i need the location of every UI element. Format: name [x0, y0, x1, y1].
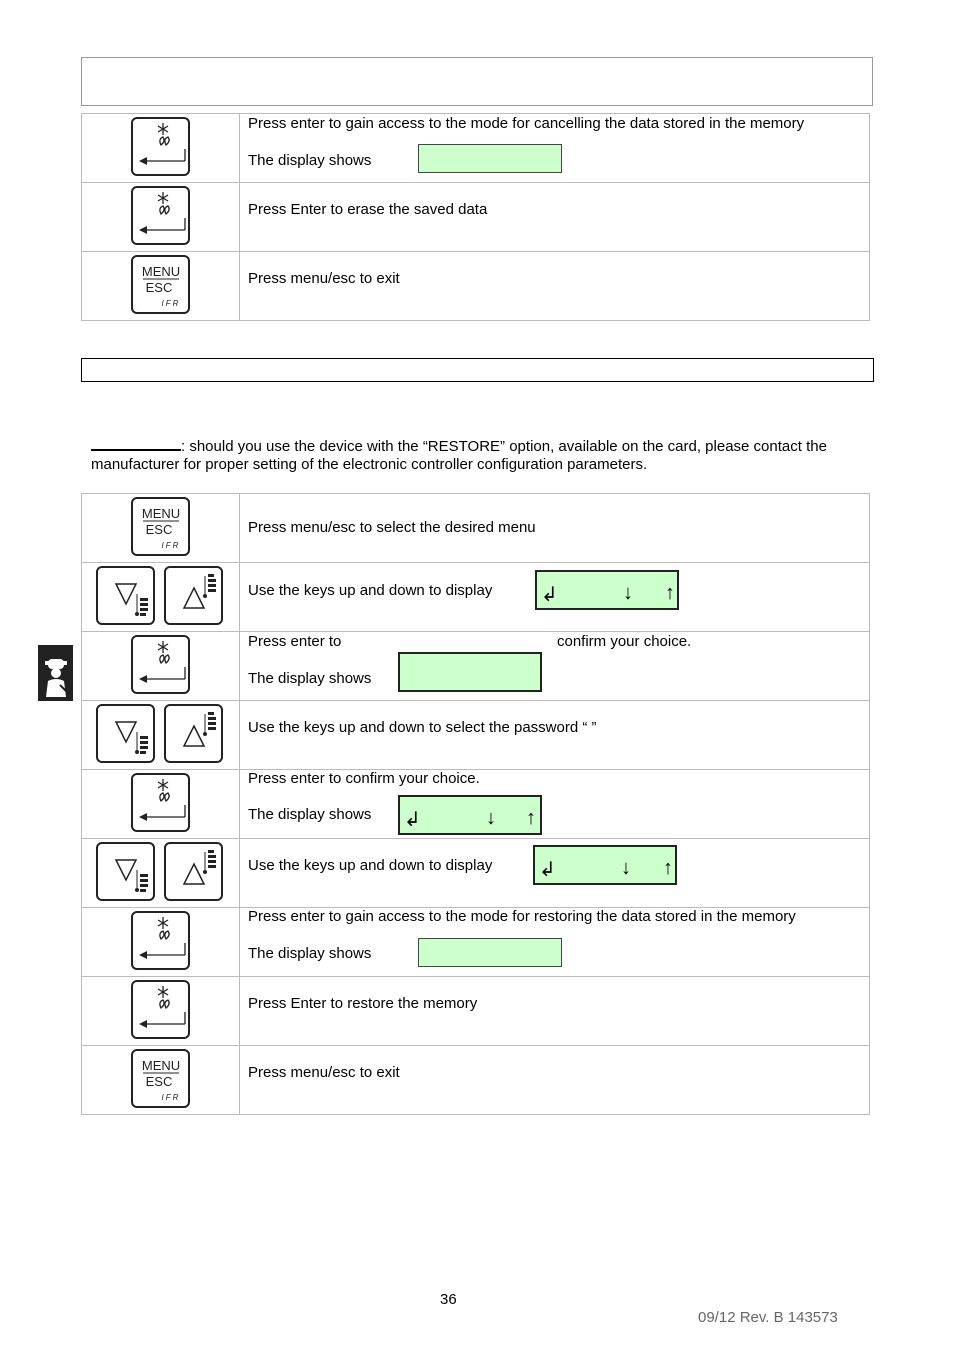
table-row	[82, 839, 870, 908]
menu-esc-key-icon	[131, 255, 190, 314]
lcd-enter-symbol: ↲	[539, 859, 556, 881]
enter-key-icon	[131, 773, 190, 832]
step-text: Use the keys up and down to display	[248, 857, 493, 874]
page-number: 36	[440, 1291, 457, 1308]
svg-text:IFR: IFR	[161, 1093, 181, 1102]
header-box	[81, 57, 873, 106]
step-subtext: The display shows	[248, 945, 372, 962]
restore-steps-table	[81, 493, 870, 1115]
svg-text:MENU: MENU	[141, 1058, 181, 1073]
table-row	[82, 977, 870, 1046]
technician-icon	[38, 645, 73, 701]
step-text: Press enter to	[248, 633, 342, 650]
step-text: Press enter to confirm your choice.	[248, 770, 480, 787]
svg-text:ESC: ESC	[145, 280, 173, 295]
step-subtext: The display shows	[248, 806, 372, 823]
lcd-down-arrow: ↓	[621, 857, 631, 879]
step-subtext: The display shows	[248, 152, 372, 169]
menu-esc-key-icon	[131, 497, 190, 556]
restore-note	[91, 437, 861, 474]
lcd-display	[398, 652, 542, 692]
down-key-icon	[96, 566, 155, 625]
down-key-icon	[96, 704, 155, 763]
step-text: Use the keys up and down to select the password “ ”	[248, 719, 597, 736]
svg-text:IFR: IFR	[161, 541, 181, 550]
lcd-enter-symbol: ↲	[404, 809, 421, 831]
lcd-display	[418, 938, 562, 967]
footer-revision: 09/12 Rev. B 143573	[698, 1309, 838, 1326]
step-subtext: The display shows	[248, 670, 372, 687]
lcd-up-arrow: ↑	[665, 582, 675, 604]
table-row	[82, 494, 870, 563]
step-text: Use the keys up and down to display	[248, 582, 493, 599]
enter-key-icon	[131, 117, 190, 176]
down-key-icon	[96, 842, 155, 901]
lcd-enter-symbol: ↲	[541, 584, 558, 606]
lcd-display	[533, 845, 677, 885]
note-label-blank	[91, 437, 181, 451]
step-text: Press enter to gain access to the mode for restoring the data stored in the memory	[248, 908, 796, 925]
step-text: Press menu/esc to select the desired menu	[248, 519, 536, 536]
step-text-right: confirm your choice.	[557, 633, 692, 650]
note-text: : should you use the device with the “RESTORE” option, available on the card, please contact the manufacturer for proper setting of the electronic controller configuration parameters.	[91, 438, 827, 473]
table-row	[82, 770, 870, 839]
up-key-icon	[164, 704, 223, 763]
svg-text:MENU: MENU	[141, 264, 181, 279]
table-row	[82, 183, 870, 252]
menu-esc-key-icon	[131, 1049, 190, 1108]
svg-text:ESC: ESC	[145, 522, 173, 537]
lcd-down-arrow: ↓	[486, 807, 496, 829]
step-text: Press Enter to erase the saved data	[248, 201, 488, 218]
step-text: Press menu/esc to exit	[248, 1064, 400, 1081]
up-key-icon	[164, 842, 223, 901]
enter-key-icon	[131, 186, 190, 245]
lcd-display	[535, 570, 679, 610]
enter-key-icon	[131, 911, 190, 970]
section-title-bar	[81, 358, 874, 382]
lcd-up-arrow: ↑	[526, 807, 536, 829]
table-row	[82, 701, 870, 770]
svg-text:ESC: ESC	[145, 1074, 173, 1089]
svg-text:IFR: IFR	[161, 299, 181, 308]
step-text: Press enter to gain access to the mode for cancelling the data stored in the memory	[248, 115, 805, 132]
erase-steps-table	[81, 113, 870, 321]
table-row	[82, 252, 870, 321]
step-text: Press menu/esc to exit	[248, 270, 400, 287]
svg-text:MENU: MENU	[141, 506, 181, 521]
key-cell	[82, 114, 240, 183]
table-row	[82, 908, 870, 977]
table-row	[82, 563, 870, 632]
lcd-display	[398, 795, 542, 835]
lcd-up-arrow: ↑	[663, 857, 673, 879]
up-key-icon	[164, 566, 223, 625]
enter-key-icon	[131, 635, 190, 694]
step-text: Press Enter to restore the memory	[248, 995, 478, 1012]
table-row	[82, 632, 870, 701]
enter-key-icon	[131, 980, 190, 1039]
table-row	[82, 1046, 870, 1115]
lcd-down-arrow: ↓	[623, 582, 633, 604]
lcd-display	[418, 144, 562, 173]
table-row	[82, 114, 870, 183]
